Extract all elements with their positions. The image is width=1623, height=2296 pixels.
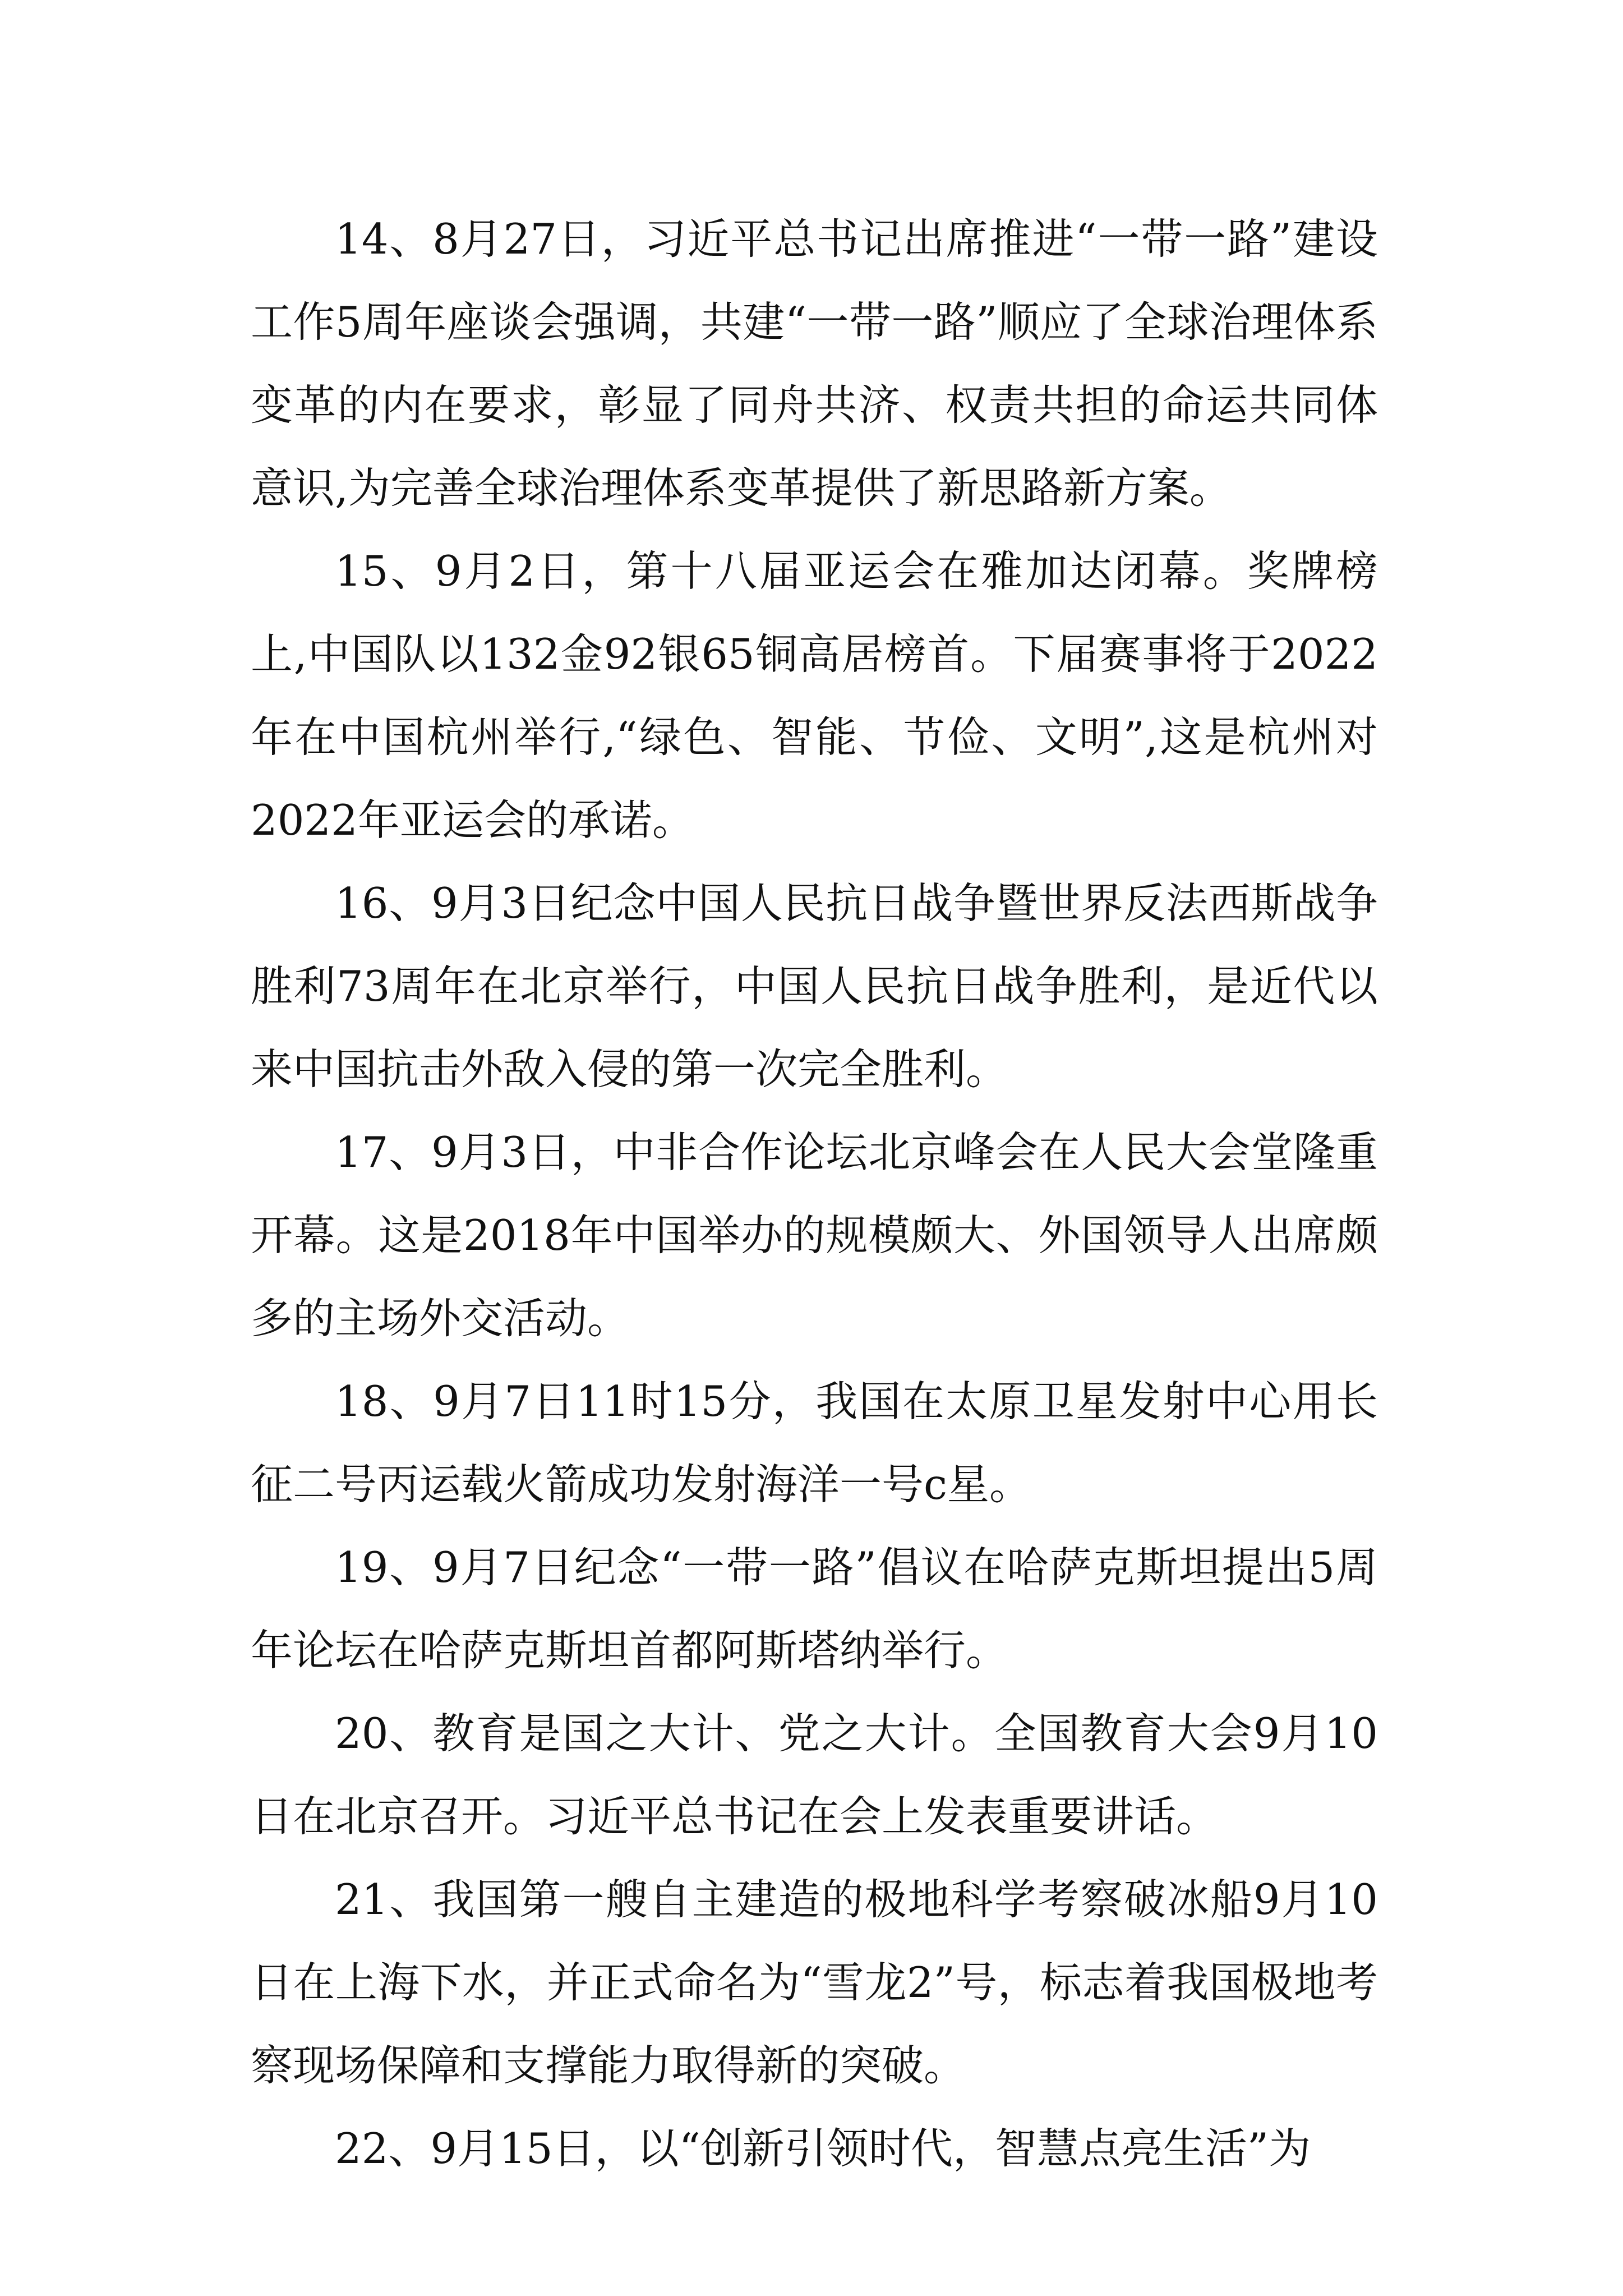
paragraph-21: 21、我国第一艘自主建造的极地科学考察破冰船9月10日在上海下水，并正式命名为“雪龙2”号，标志着我国极地考察现场保障和支撑能力取得新的突破。 <box>251 1875 1378 2090</box>
paragraph-20: 20、教育是国之大计、党之大计。全国教育大会9月10日在北京召开。习近平总书记在会上发表重要讲话。 <box>251 1709 1378 1841</box>
paragraph-18: 18、9月7日11时15分，我国在太原卫星发射中心用长征二号丙运载火箭成功发射海洋一号c星。 <box>251 1377 1378 1509</box>
paragraph-16: 16、9月3日纪念中国人民抗日战争暨世界反法西斯战争胜利73周年在北京举行，中国人民抗日战争胜利，是近代以来中国抗击外敌入侵的第一次完全胜利。 <box>251 878 1378 1094</box>
paragraph-14: 14、8月27日，习近平总书记出席推进“一带一路”建设工作5周年座谈会强调，共建“一带一路”顺应了全球治理体系变革的内在要求，彰显了同舟共济、权责共担的命运共同体意识,为完善全球治理体系变革提供了新思路新方案。 <box>251 214 1378 513</box>
paragraph-19: 19、9月7日纪念“一带一路”倡议在哈萨克斯坦提出5周年论坛在哈萨克斯坦首都阿斯塔纳举行。 <box>251 1543 1378 1675</box>
paragraph-15: 15、9月2日，第十八届亚运会在雅加达闭幕。奖牌榜上,中国队以132金92银65铜高居榜首。下届赛事将于2022年在中国杭州举行,“绿色、智能、节俭、文明”,这是杭州对2022年亚运会的承诺。 <box>251 546 1378 845</box>
paragraph-22: 22、9月15日，以“创新引领时代，智慧点亮生活”为 <box>335 2124 1311 2173</box>
paragraph-17: 17、9月3日，中非合作论坛北京峰会在人民大会堂隆重开幕。这是2018年中国举办的规模颇大、外国领导人出席颇多的主场外交活动。 <box>251 1128 1378 1343</box>
document-body <box>251 197 1378 2190</box>
